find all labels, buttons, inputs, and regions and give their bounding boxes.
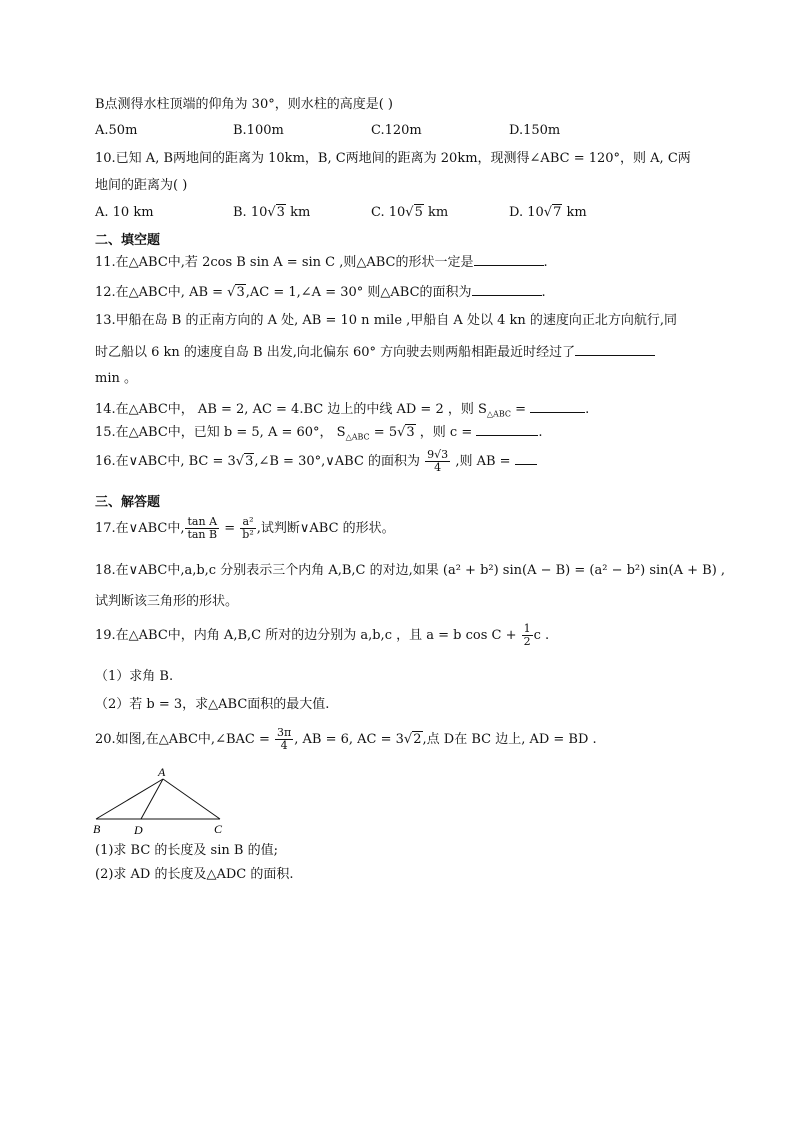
- side-ac: [163, 779, 220, 819]
- q10-stem-line2: 地间的距离为( ): [95, 178, 188, 193]
- q16-answer-blank[interactable]: [515, 451, 537, 465]
- section-solution-heading: 三、解答题: [95, 495, 161, 510]
- q13-line3: min 。: [95, 371, 137, 386]
- q18-line2: 试判断该三角形的形状。: [95, 594, 239, 609]
- q10-option-d: D. 10√7 km: [509, 205, 587, 220]
- side-ab: [96, 779, 163, 819]
- q10-option-c: C. 10√5 km: [371, 205, 449, 220]
- q9-option-a: A.50m: [95, 123, 138, 138]
- q9-option-b: B.100m: [233, 123, 284, 138]
- q11: 11.在△ABC中,若 2cos B sin A = sin C ,则△ABC的形状一定是 .: [95, 252, 548, 272]
- q20-angle-fraction: $\frac{3\pi}{4}$: [277, 726, 292, 752]
- q15: 15.在△ABC中，已知 b = 5, A = 60°， $S_{\triangle ABC} = 5√3$ ，则 c = .: [95, 422, 543, 447]
- q18-line1: 18.在∨ABC中,a,b,c 分别表示三个内角 A,B,C 的对边,如果 (a² + b²) sin(A − B) = (a² − b²) sin(A + B) ,: [95, 563, 726, 578]
- point-label-d: D: [134, 823, 143, 837]
- vertex-label-a: A: [158, 765, 166, 779]
- q19-half-fraction: $\frac{1}{2}$: [523, 622, 531, 648]
- q17-side-fraction: $\frac{\text{a²}}{\text{b²}}$: [242, 515, 254, 541]
- q20-triangle-figure: [88, 762, 238, 838]
- q15-answer-blank[interactable]: [476, 422, 538, 436]
- q12-answer-blank[interactable]: [472, 282, 542, 296]
- q19-part1: （1）求角 B.: [95, 669, 174, 684]
- q11-answer-blank[interactable]: [474, 252, 544, 266]
- q17: 17.在∨ABC中, $\frac{\text{tan A}}{\text{tan B}}$ = $\frac{\text{a²}}{\text{b²}}$ ,试判断∨ABC 的形状。: [95, 515, 395, 541]
- vertex-label-c: C: [214, 822, 223, 836]
- q19-part2: （2）若 b = 3，求△ABC面积的最大值.: [95, 697, 330, 712]
- q13-answer-blank[interactable]: [575, 342, 655, 356]
- q17-tan-fraction: $\frac{\text{tan A}}{\text{tan B}}$: [187, 515, 218, 541]
- q9-option-c: C.120m: [371, 123, 422, 138]
- q9-continuation: B点测得水柱顶端的仰角为 30°，则水柱的高度是( ): [95, 97, 394, 112]
- q14-answer-blank[interactable]: [530, 399, 585, 413]
- q10-option-a: A. 10 km: [95, 205, 154, 220]
- q9-options: [95, 123, 715, 141]
- q9-option-d: D.150m: [509, 123, 561, 138]
- q13-line1: 13.甲船在岛 B 的正南方向的 A 处, AB = 10 n mile ,甲船自 A 处以 4 kn 的速度向正北方向航行,同: [95, 313, 677, 328]
- q16: 16.在∨ABC中, BC = 3√3,∠B = 30°,∨ABC 的面积为 $\frac{9√3}{4}$ ,则 AB =: [95, 448, 537, 476]
- q19-stem: 19.在△ABC中，内角 A,B,C 所对的边分别为 a,b,c ，且 a = b cos C + $\frac{1}{2}$ c .: [95, 622, 550, 648]
- q13-line2: 时乙船以 6 kn 的速度自岛 B 出发,向北偏东 60° 方向驶去则两船相距最近时经过了: [95, 342, 655, 362]
- q16-area-fraction: $\frac{9√3}{4}$: [427, 448, 449, 474]
- q10-option-b: B. 10√3 km: [233, 205, 311, 220]
- q12: 12.在△ABC中, AB = √3,AC = 1,∠A = 30° 则△ABC的面积为 .: [95, 282, 546, 302]
- section-fill-in-blank-heading: 二、填空题: [95, 233, 161, 248]
- q10-options: [95, 205, 715, 223]
- q20-part2: (2)求 AD 的长度及△ADC 的面积.: [95, 867, 294, 882]
- q10-stem-line1: 10.已知 A, B两地间的距离为 10km，B, C两地间的距离为 20km，现测得∠ABC = 120°，则 A, C两: [95, 151, 691, 166]
- q20-stem: 20.如图,在△ABC中,∠BAC = $\frac{3\pi}{4}$ , AB = 6, AC = 3√2,点 D在 BC 边上, AD = BD .: [95, 726, 597, 752]
- vertex-label-b: B: [93, 822, 101, 836]
- q14: 14.在△ABC中， AB = 2, AC = 4.BC 边上的中线 AD = 2 ，则 $S_{\triangle ABC}$ = .: [95, 399, 589, 424]
- q20-part1: (1)求 BC 的长度及 sin B 的值;: [95, 843, 278, 858]
